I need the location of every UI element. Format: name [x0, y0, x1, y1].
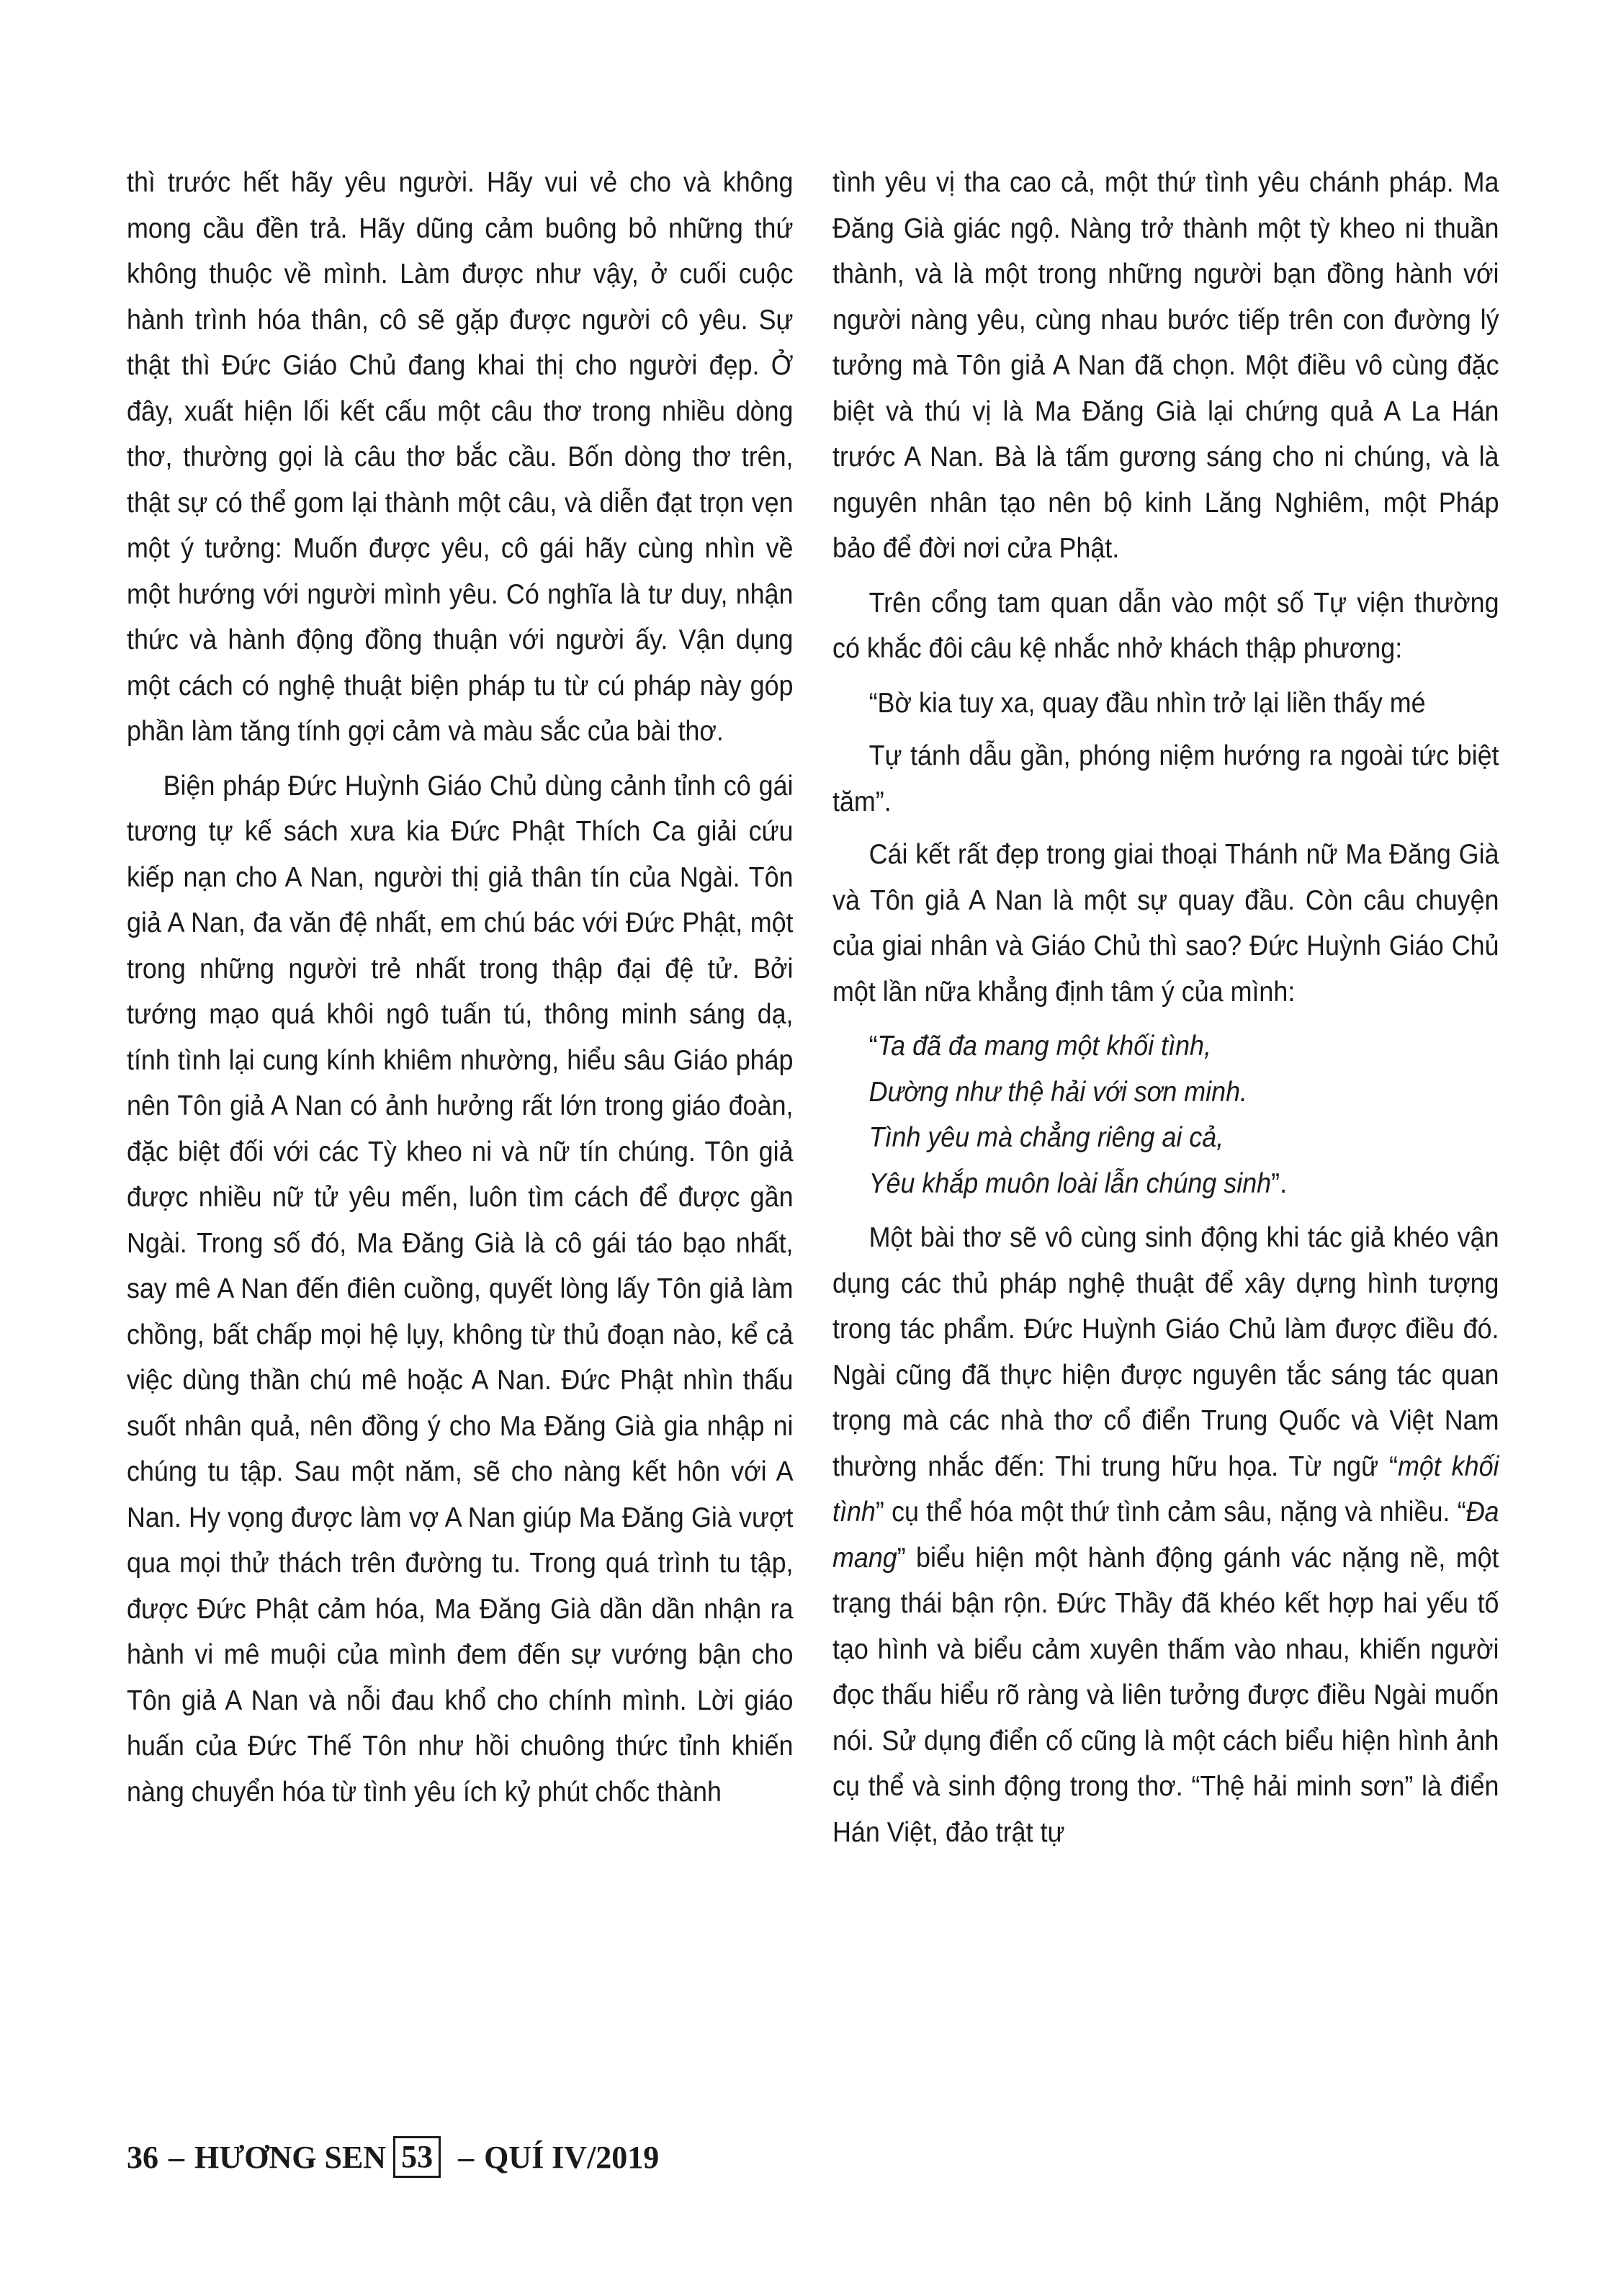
verse-line: Tình yêu mà chẳng riêng ai cả, — [868, 1122, 1224, 1153]
issue-number: 53 — [393, 2136, 441, 2178]
magazine-title: HƯƠNG SEN — [194, 2139, 387, 2175]
footer-dash: – — [169, 2139, 184, 2175]
verse-text: Ta đã đa mang một khối tình, — [877, 1031, 1211, 1062]
paragraph: thì trước hết hãy yêu người. Hãy vui vẻ cho và không mong cầu đền trả. Hãy dũng cảm buông bỏ những thứ không thuộc về mình. Làm được như vậy, ở cuối cuộc hành trình hóa thân, cô sẽ gặp được người cô yêu. Sự thật thì Đức Giáo Chủ đang khai thị cho người đẹp. Ở đây, xuất hiện lối kết cấu một câu thơ trong nhiều dòng thơ, thường gọi là câu thơ bắc cầu. Bốn dòng thơ trên, thật sự có thể gom lại thành một câu, và diễn đạt trọn vẹn một ý tưởng: Muốn được yêu, cô gái hãy cùng nhìn về một hướng với người mình yêu. Có nghĩa là tư duy, nhận thức và hành động đồng thuận với người ấy. Vận dụng một cách có nghệ thuật biện pháp tu từ cú pháp này góp phần làm tăng tính gợi cảm và màu sắc của bài thơ. — [127, 167, 794, 747]
left-column — [127, 160, 794, 1824]
page-footer — [127, 2132, 659, 2182]
paragraph: tình yêu vị tha cao cả, một thứ tình yêu chánh pháp. Ma Đăng Già giác ngộ. Nàng trở thành một tỳ kheo ni thuần thành, và là một trong những người bạn đồng hành với người nàng yêu, cùng nhau bước tiếp trên con đường lý tưởng mà Tôn giả A Nan đã chọn. Một điều vô cùng đặc biệt và thú vị là Ma Đăng Già lại chứng quả A La Hán trước A Nan. Bà là tấm gương sáng cho ni chúng, và là nguyên nhân tạo nên bộ kinh Lăng Nghiêm, một Pháp bảo để đời nơi cửa Phật. — [832, 167, 1499, 564]
verse-line — [832, 1023, 1499, 1069]
quote-line: Tự tánh dẫu gần, phóng niệm hướng ra ngoài tức biệt tăm”. — [832, 740, 1499, 817]
italic-term: Đa mang — [832, 1497, 1499, 1574]
paragraph: Cái kết rất đẹp trong giai thoại Thánh nữ Ma Đăng Già và Tôn giả A Nan là một sự quay đầu. Còn câu chuyện của giai nhân và Giáo Chủ thì sao? Đức Huỳnh Giáo Chủ một lần nữa khẳng định tâm ý của mình: — [832, 839, 1499, 1008]
text-run: ” biểu hiện một hành động gánh vác nặng nề, một trạng thái bận rộn. Đức Thầy đã khéo kết hợp hai yếu tố tạo hình và biểu cảm xuyên thấm vào nhau, khiến người đọc thấu hiểu rõ ràng và liên tưởng được điều Ngài muốn nói. Sử dụng điển cố cũng là một cách biểu hiện hình ảnh cụ thể và sinh động trong thơ. “Thệ hải minh sơn” là điển Hán Việt, đảo trật tự — [832, 1542, 1499, 1848]
italic-term: một khối tình — [832, 1450, 1499, 1528]
close-quote: ”. — [1271, 1167, 1288, 1199]
page-number: 36 — [127, 2139, 158, 2175]
verse-text: Yêu khắp muôn loài lẫn chúng sinh — [868, 1167, 1272, 1199]
issue-period: QUÍ IV/2019 — [484, 2139, 660, 2175]
verse-line — [832, 1161, 1499, 1207]
open-quote: “ — [868, 1031, 878, 1062]
paragraph: Biện pháp Đức Huỳnh Giáo Chủ dùng cảnh tỉnh cô gái tương tự kế sách xưa kia Đức Phật Thích Ca giải cứu kiếp nạn cho A Nan, người thị giả thân tín của Ngài. Tôn giả A Nan, đa văn đệ nhất, em chú bác với Đức Phật, một trong những người trẻ nhất trong thập đại đệ tử. Bởi tướng mạo quá khôi ngô tuấn tú, thông minh sáng dạ, tính tình lại cung kính khiêm nhường, hiểu sâu Giáo pháp nên Tôn giả A Nan có ảnh hưởng rất lớn trong giáo đoàn, đặc biệt đối với các Tỳ kheo ni và nữ tín chúng. Tôn giả được nhiều nữ tử yêu mến, luôn tìm cách để được gần Ngài. Trong số đó, Ma Đăng Già là cô gái táo bạo nhất, say mê A Nan đến điên cuồng, quyết lòng lấy Tôn giả làm chồng, bất chấp mọi hệ lụy, không từ thủ đoạn nào, kể cả việc dùng thần chú mê hoặc A Nan. Đức Phật nhìn thấu suốt nhân quả, nên đồng ý cho Ma Đăng Già gia nhập ni chúng tu tập. Sau một năm, sẽ cho nàng kết hôn với A Nan. Hy vọng được làm vợ A Nan giúp Ma Đăng Già vượt qua mọi thử thách trên đường tu. Trong quá trình tu tập, được Đức Phật cảm hóa, Ma Đăng Già dần dần nhận ra hành vi mê muội của mình đem đến sự vướng bận cho Tôn giả A Nan và nỗi đau khổ cho chính mình. Lời giáo huấn của Đức Thế Tôn như hồi chuông thức tỉnh khiến nàng chuyển hóa từ tình yêu ích kỷ phút chốc thành — [127, 770, 794, 1808]
footer-dash: – — [458, 2139, 475, 2175]
paragraph: Trên cổng tam quan dẫn vào một số Tự viện thường có khắc đôi câu kệ nhắc nhở khách thập phương: — [832, 587, 1499, 664]
verse-line: Dường như thệ hải với sơn minh. — [868, 1076, 1248, 1108]
right-column — [832, 160, 1499, 1864]
text-run: ” cụ thể hóa một thứ tình cảm sâu, nặng và nhiều. “ — [875, 1497, 1466, 1528]
paragraph — [832, 1215, 1499, 1855]
text-run: Một bài thơ sẽ vô cùng sinh động khi tác giả khéo vận dụng các thủ pháp nghệ thuật để xây dựng hình tượng trong tác phẩm. Đức Huỳnh Giáo Chủ làm được điều đó. Ngài cũng đã thực hiện được nguyên tắc sáng tác quan trọng mà các nhà thơ cổ điển Trung Quốc và Việt Nam thường nhắc đến: Thi trung hữu họa. Từ ngữ “ — [832, 1222, 1499, 1482]
quote-line: “Bờ kia tuy xa, quay đầu nhìn trở lại liền thấy mé — [868, 687, 1426, 719]
